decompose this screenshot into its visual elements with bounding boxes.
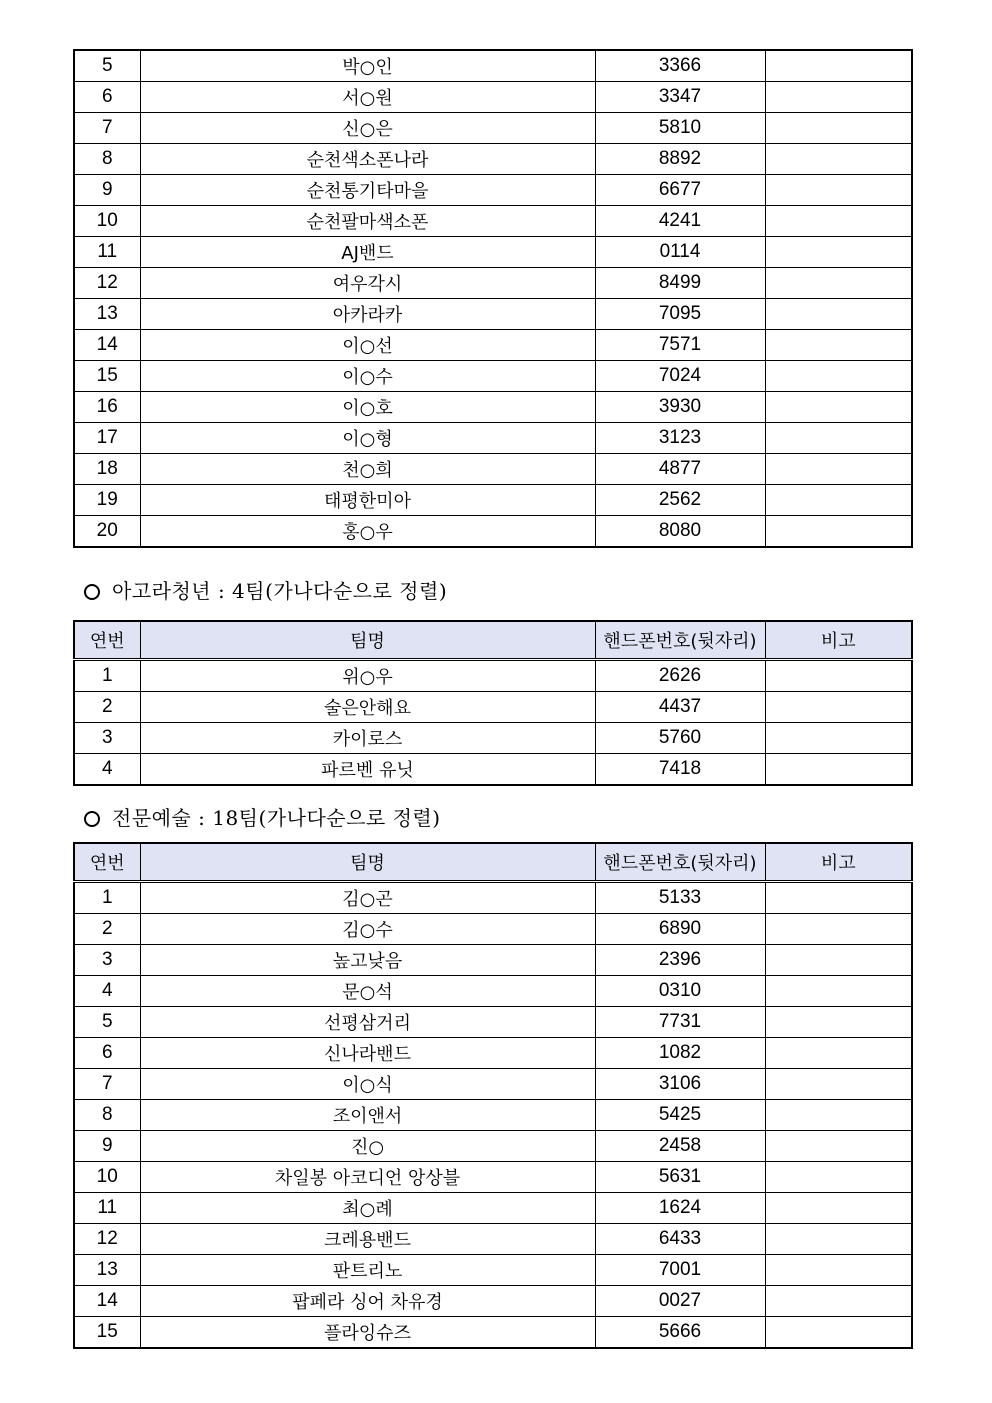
cell-no: 6 (74, 82, 140, 113)
cell-no: 13 (74, 1255, 140, 1286)
table-row (74, 1286, 912, 1317)
cell-note (765, 1038, 912, 1069)
cell-phone: 5133 (595, 882, 765, 914)
cell-note (765, 1193, 912, 1224)
cell-no: 18 (74, 454, 140, 485)
cell-team: 김○수 (140, 914, 595, 945)
table-row (74, 1100, 912, 1131)
cell-team: 서○원 (140, 82, 595, 113)
cell-phone: 7571 (595, 330, 765, 361)
section-title-youth (84, 575, 447, 604)
cell-phone: 8080 (595, 516, 765, 548)
cell-phone: 0114 (595, 237, 765, 268)
cell-team: 카이로스 (140, 723, 595, 754)
table-row (74, 113, 912, 144)
cell-note (765, 1224, 912, 1255)
cell-note (765, 945, 912, 976)
table-row (74, 1007, 912, 1038)
cell-phone: 2458 (595, 1131, 765, 1162)
table-row (74, 692, 912, 723)
cell-phone: 5666 (595, 1317, 765, 1349)
table-row (74, 423, 912, 454)
cell-phone: 3366 (595, 50, 765, 82)
table-header-row (74, 843, 912, 882)
cell-note (765, 1317, 912, 1349)
cell-team: 여우각시 (140, 268, 595, 299)
cell-note (765, 882, 912, 914)
table-row (74, 945, 912, 976)
cell-no: 15 (74, 1317, 140, 1349)
cell-team: 순천통기타마을 (140, 175, 595, 206)
cell-no: 20 (74, 516, 140, 548)
cell-no: 4 (74, 754, 140, 786)
cell-no: 4 (74, 976, 140, 1007)
circle-bullet-icon (84, 811, 100, 827)
cell-note (765, 976, 912, 1007)
team-table-youth (73, 620, 913, 786)
cell-no: 3 (74, 945, 140, 976)
cell-phone: 8499 (595, 268, 765, 299)
cell-team: 신○은 (140, 113, 595, 144)
cell-phone: 2626 (595, 660, 765, 692)
table-header-row (74, 621, 912, 660)
table-body (74, 882, 912, 1349)
cell-no: 2 (74, 692, 140, 723)
header-no: 연번 (74, 621, 140, 660)
section-title-text: 아고라청년 : 4팀(가나다순으로 정렬) (112, 579, 448, 603)
table-body (74, 660, 912, 786)
table-row (74, 82, 912, 113)
cell-note (765, 692, 912, 723)
table-row (74, 237, 912, 268)
cell-team: 순천색소폰나라 (140, 144, 595, 175)
cell-team: 박○인 (140, 50, 595, 82)
table-row (74, 485, 912, 516)
cell-team: 이○식 (140, 1069, 595, 1100)
cell-note (765, 268, 912, 299)
cell-team: 아카라카 (140, 299, 595, 330)
cell-phone: 2396 (595, 945, 765, 976)
cell-team: 진○ (140, 1131, 595, 1162)
cell-team: 차일봉 아코디언 앙상블 (140, 1162, 595, 1193)
table-row (74, 330, 912, 361)
cell-note (765, 1069, 912, 1100)
cell-team: 이○호 (140, 392, 595, 423)
header-note: 비고 (765, 621, 912, 660)
table-row (74, 1131, 912, 1162)
table-row (74, 660, 912, 692)
cell-team: 태평한미아 (140, 485, 595, 516)
header-no: 연번 (74, 843, 140, 882)
cell-no: 10 (74, 206, 140, 237)
cell-team: 이○수 (140, 361, 595, 392)
cell-phone: 5760 (595, 723, 765, 754)
cell-note (765, 330, 912, 361)
table-row (74, 882, 912, 914)
cell-phone: 4437 (595, 692, 765, 723)
cell-no: 15 (74, 361, 140, 392)
cell-phone: 7731 (595, 1007, 765, 1038)
cell-team: 팝페라 싱어 차유경 (140, 1286, 595, 1317)
cell-no: 7 (74, 113, 140, 144)
cell-no: 6 (74, 1038, 140, 1069)
section-title-text: 전문예술 : 18팀(가나다순으로 정렬) (112, 806, 441, 830)
table-row (74, 976, 912, 1007)
cell-no: 14 (74, 1286, 140, 1317)
cell-no: 10 (74, 1162, 140, 1193)
section-title-pro (84, 802, 441, 831)
cell-team: 신나라밴드 (140, 1038, 595, 1069)
cell-note (765, 299, 912, 330)
cell-phone: 3930 (595, 392, 765, 423)
cell-team: 홍○우 (140, 516, 595, 548)
cell-team: 최○례 (140, 1193, 595, 1224)
cell-note (765, 754, 912, 786)
cell-phone: 3347 (595, 82, 765, 113)
cell-note (765, 660, 912, 692)
cell-phone: 5425 (595, 1100, 765, 1131)
table-row (74, 1224, 912, 1255)
cell-team: 이○형 (140, 423, 595, 454)
cell-no: 9 (74, 175, 140, 206)
cell-no: 5 (74, 1007, 140, 1038)
cell-no: 12 (74, 268, 140, 299)
cell-team: 판트리노 (140, 1255, 595, 1286)
table-row (74, 144, 912, 175)
cell-phone: 7024 (595, 361, 765, 392)
table-row (74, 361, 912, 392)
cell-no: 17 (74, 423, 140, 454)
cell-phone: 1624 (595, 1193, 765, 1224)
cell-phone: 4877 (595, 454, 765, 485)
cell-phone: 6890 (595, 914, 765, 945)
table-row (74, 299, 912, 330)
cell-phone: 7418 (595, 754, 765, 786)
table-row (74, 516, 912, 548)
table-row (74, 1255, 912, 1286)
cell-no: 19 (74, 485, 140, 516)
cell-phone: 0027 (595, 1286, 765, 1317)
cell-team: 순천팔마색소폰 (140, 206, 595, 237)
cell-phone: 3106 (595, 1069, 765, 1100)
cell-note (765, 1131, 912, 1162)
table-row (74, 1317, 912, 1349)
cell-team: 플라잉슈즈 (140, 1317, 595, 1349)
cell-no: 8 (74, 1100, 140, 1131)
cell-phone: 2562 (595, 485, 765, 516)
cell-note (765, 485, 912, 516)
table-row (74, 754, 912, 786)
cell-note (765, 516, 912, 548)
cell-no: 1 (74, 882, 140, 914)
cell-note (765, 175, 912, 206)
cell-note (765, 82, 912, 113)
header-team: 팀명 (140, 843, 595, 882)
table-row (74, 1038, 912, 1069)
table-row (74, 1193, 912, 1224)
table-row (74, 50, 912, 82)
table-row (74, 175, 912, 206)
team-table-continued (73, 49, 913, 548)
cell-no: 1 (74, 660, 140, 692)
cell-team: 천○희 (140, 454, 595, 485)
cell-no: 12 (74, 1224, 140, 1255)
cell-note (765, 723, 912, 754)
cell-team: 높고낮음 (140, 945, 595, 976)
cell-no: 9 (74, 1131, 140, 1162)
cell-note (765, 50, 912, 82)
cell-team: 술은안해요 (140, 692, 595, 723)
cell-no: 2 (74, 914, 140, 945)
cell-phone: 7001 (595, 1255, 765, 1286)
table-row (74, 206, 912, 237)
cell-phone: 4241 (595, 206, 765, 237)
cell-note (765, 237, 912, 268)
cell-note (765, 206, 912, 237)
cell-team: 선평삼거리 (140, 1007, 595, 1038)
cell-team: 파르벤 유닛 (140, 754, 595, 786)
table-row (74, 914, 912, 945)
header-team: 팀명 (140, 621, 595, 660)
cell-no: 5 (74, 50, 140, 82)
cell-phone: 0310 (595, 976, 765, 1007)
cell-note (765, 144, 912, 175)
cell-phone: 6433 (595, 1224, 765, 1255)
cell-phone: 1082 (595, 1038, 765, 1069)
cell-no: 11 (74, 1193, 140, 1224)
cell-phone: 6677 (595, 175, 765, 206)
cell-team: 위○우 (140, 660, 595, 692)
header-phone: 핸드폰번호(뒷자리) (595, 843, 765, 882)
cell-note (765, 1255, 912, 1286)
cell-team: AJ밴드 (140, 237, 595, 268)
table-body (74, 50, 912, 547)
cell-phone: 8892 (595, 144, 765, 175)
cell-note (765, 392, 912, 423)
cell-phone: 3123 (595, 423, 765, 454)
cell-note (765, 1007, 912, 1038)
header-note: 비고 (765, 843, 912, 882)
cell-team: 크레용밴드 (140, 1224, 595, 1255)
circle-bullet-icon (84, 584, 100, 600)
table-row (74, 1162, 912, 1193)
table-row (74, 723, 912, 754)
cell-note (765, 1162, 912, 1193)
table-row (74, 454, 912, 485)
cell-phone: 7095 (595, 299, 765, 330)
cell-no: 13 (74, 299, 140, 330)
cell-no: 3 (74, 723, 140, 754)
team-table-pro (73, 842, 913, 1349)
header-phone: 핸드폰번호(뒷자리) (595, 621, 765, 660)
cell-note (765, 361, 912, 392)
cell-phone: 5631 (595, 1162, 765, 1193)
cell-no: 16 (74, 392, 140, 423)
cell-phone: 5810 (595, 113, 765, 144)
cell-no: 7 (74, 1069, 140, 1100)
cell-note (765, 1286, 912, 1317)
cell-no: 8 (74, 144, 140, 175)
cell-note (765, 1100, 912, 1131)
cell-team: 문○석 (140, 976, 595, 1007)
cell-note (765, 423, 912, 454)
cell-note (765, 454, 912, 485)
table-row (74, 1069, 912, 1100)
cell-note (765, 113, 912, 144)
cell-no: 11 (74, 237, 140, 268)
cell-team: 조이앤서 (140, 1100, 595, 1131)
cell-note (765, 914, 912, 945)
cell-team: 이○선 (140, 330, 595, 361)
cell-no: 14 (74, 330, 140, 361)
table-row (74, 392, 912, 423)
table-row (74, 268, 912, 299)
cell-team: 김○곤 (140, 882, 595, 914)
